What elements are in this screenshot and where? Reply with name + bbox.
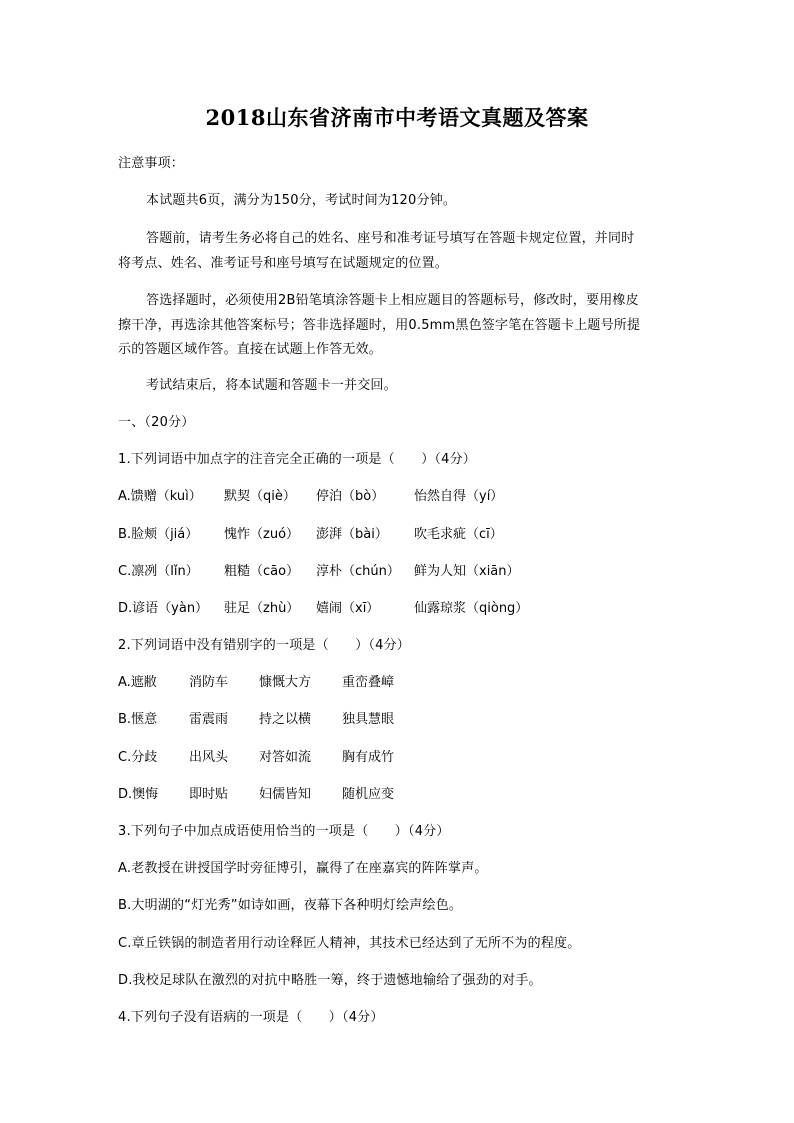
option-item: 惬意 (131, 712, 158, 727)
notice-item-fill-info-1: 答题前，请考生务必将自己的姓名、座号和准考证号填写在答题卡规定位置，并同时 (146, 231, 635, 246)
option-item: 停泊（bò） (316, 489, 385, 504)
option-item: 懊悔 (132, 787, 159, 802)
option-label: C. (118, 750, 132, 765)
option-label: A. (118, 861, 132, 876)
option-text: 老教授在讲授国学时旁征博引，赢得了在座嘉宾的阵阵掌声。 (131, 861, 488, 876)
option-item: 愧怍（zuó） (224, 527, 300, 542)
option-item: 胸有成竹 (342, 750, 395, 765)
option-label: A. (118, 675, 131, 690)
document-title: 2018山东省济南市中考语文真题及答案 (205, 105, 589, 130)
option-item: 谚语（yàn） (132, 601, 209, 616)
option-label: B. (118, 527, 132, 542)
option-item: 澎湃（bài） (316, 527, 388, 542)
question-3-option-b (118, 896, 462, 916)
section-heading: 一、（20分） (118, 415, 195, 430)
option-text: 章丘铁锅的制造者用行动诠释匠人精神，其技术已经达到了无所不为的程度。 (131, 936, 581, 951)
option-item: 独具慧眼 (342, 712, 395, 727)
option-item: 随机应变 (342, 787, 395, 802)
option-item: 消防车 (189, 675, 229, 690)
option-item: 默契（qiè） (224, 489, 296, 504)
option-label: B. (118, 898, 132, 913)
question-3-option-a (118, 859, 488, 879)
question-4-stem: 4.下列句子没有语病的一项是（ ）（4分） (118, 1010, 384, 1025)
option-item: 分歧 (131, 750, 158, 765)
option-text: 大明湖的“灯光秀”如诗如画，夜幕下各种明灯绘声绘色。 (131, 898, 463, 913)
notice-item-choice-1: 答选择题时，必须使用2B铅笔填涂答题卡上相应题目的答题标号，修改时，要用橡皮 (146, 293, 639, 308)
option-item: 即时贴 (189, 787, 229, 802)
option-item: 驻足（zhù） (224, 601, 300, 616)
question-1-stem: 1.下列词语中加点字的注音完全正确的一项是（ ）（4分） (118, 452, 476, 467)
option-item: 慷慨大方 (259, 675, 312, 690)
option-item: 雷震雨 (189, 712, 229, 727)
notice-item-return: 考试结束后，将本试题和答题卡一并交回。 (146, 378, 397, 393)
notice-item-choice-3: 示的答题区域作答。直接在试题上作答无效。 (118, 342, 383, 357)
question-3-option-d (118, 971, 542, 991)
option-item: 馈赠（kuì） (130, 489, 202, 504)
notice-item-fill-info-2: 将考点、姓名、准考证号和座号填写在试题规定的位置。 (118, 256, 449, 271)
option-item: 淳朴（chún） (316, 564, 400, 579)
option-item: 粗糙（cāo） (224, 564, 300, 579)
option-item: 仙露琼浆（qiòng） (414, 601, 529, 616)
question-2-stem: 2.下列词语中没有错别字的一项是（ ）（4分） (118, 638, 410, 653)
option-item: 对答如流 (259, 750, 312, 765)
option-item: 遮敝 (130, 675, 157, 690)
option-item: 鲜为人知（xiān） (414, 564, 520, 579)
option-label: C. (118, 564, 132, 579)
option-text: 我校足球队在激烈的对抗中略胜一筹，终于遗憾地输给了强劲的对手。 (132, 973, 542, 988)
notice-item-pages: 本试题共6页，满分为150分，考试时间为120分钟。 (146, 193, 457, 208)
option-item: 凛冽（lǐn） (131, 564, 199, 579)
notice-heading: 注意事项： (118, 156, 185, 171)
option-label: B. (118, 712, 132, 727)
option-item: 脸颊（jiá） (131, 527, 199, 542)
option-item: 吹毛求疵（cī） (414, 527, 503, 542)
notice-item-choice-2: 擦干净，再选涂其他答案标号；答非选择题时，用0.5mm黑色签字笔在答题卡上题号所提 (118, 318, 641, 333)
option-item: 怡然自得（yí） (414, 489, 504, 504)
option-item: 妇儒皆知 (259, 787, 312, 802)
option-item: 持之以横 (259, 712, 312, 727)
option-label: D. (118, 601, 133, 616)
option-item: 出风头 (189, 750, 229, 765)
question-3-option-c (118, 934, 580, 954)
option-label: D. (118, 973, 133, 988)
option-label: D. (118, 787, 133, 802)
question-3-stem: 3.下列句子中加点成语使用恰当的一项是（ ）（4分） (118, 824, 450, 839)
option-label: A. (118, 489, 131, 504)
option-label: C. (118, 936, 132, 951)
option-item: 重峦叠嶂 (342, 675, 395, 690)
option-item: 嬉闹（xī） (316, 601, 380, 616)
